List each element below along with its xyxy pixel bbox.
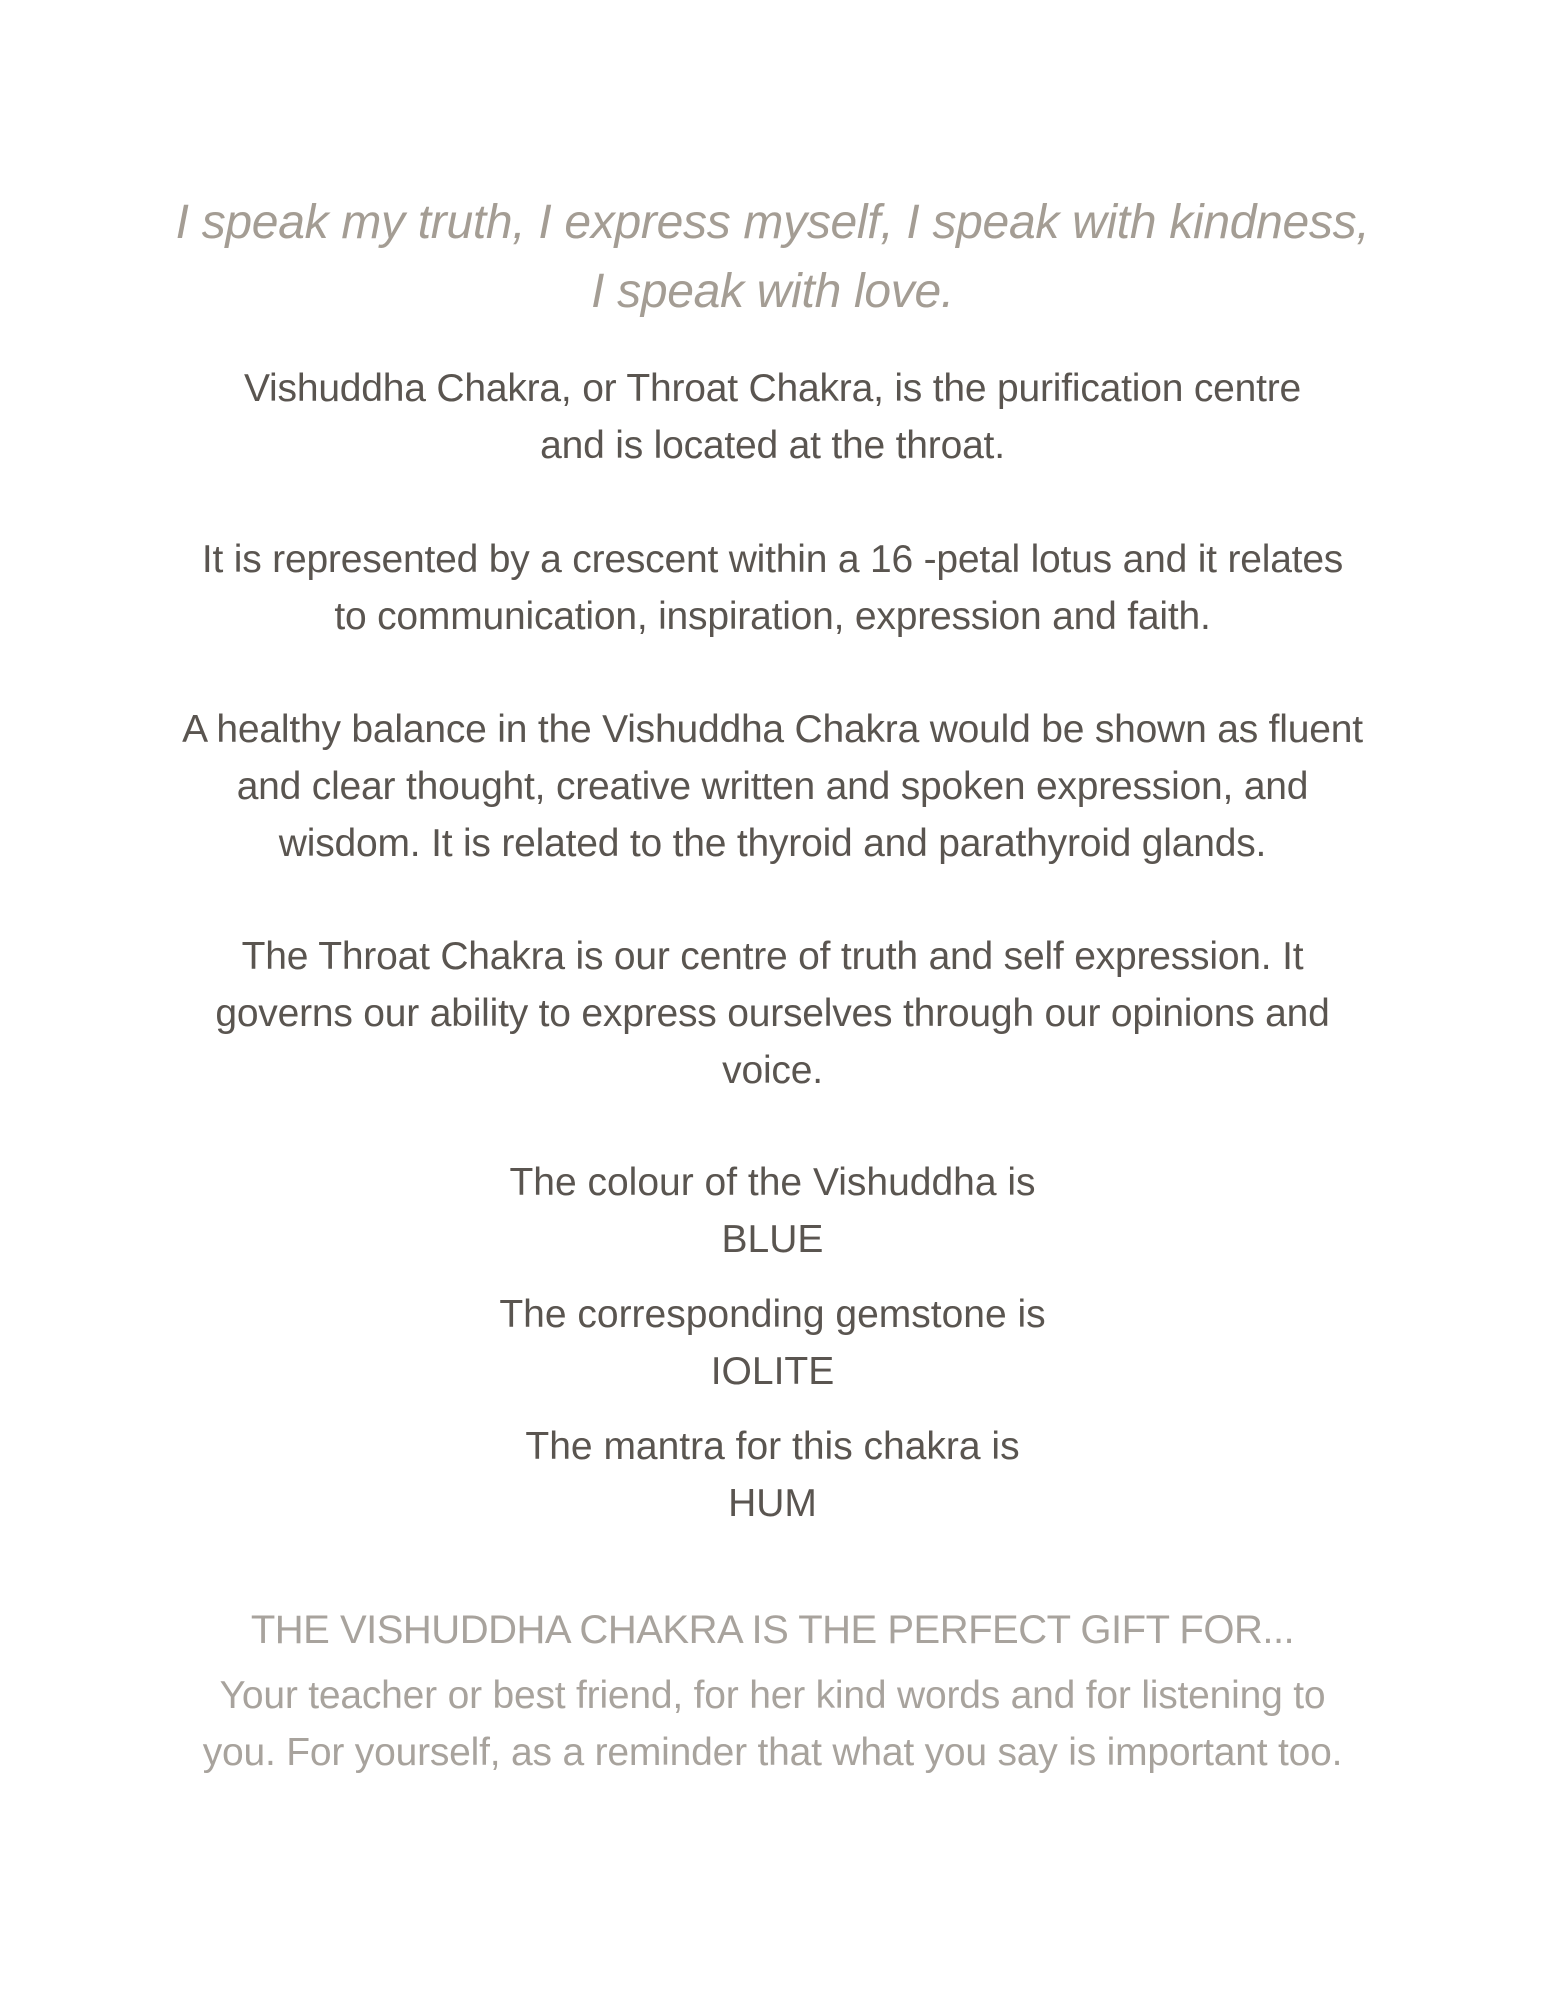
fact-colour-label: The colour of the Vishuddha is: [509, 1161, 1036, 1204]
gift-line-1: Your teacher or best friend, for her kind words and for listening to: [219, 1674, 1326, 1717]
paragraph-line: governs our ability to express ourselves through our opinions and: [215, 992, 1330, 1035]
gift-line-2: you. For yourself, as a reminder that what you say is important too.: [202, 1731, 1343, 1774]
gift-heading: [100, 1600, 1445, 1660]
fact-mantra-value: HUM: [728, 1482, 817, 1525]
paragraph-line: voice.: [722, 1049, 823, 1092]
paragraph-intro: [100, 360, 1445, 474]
fact-colour: [100, 1154, 1445, 1268]
fact-mantra: [100, 1418, 1445, 1532]
affirmation-line-2: I speak with love.: [591, 265, 954, 318]
fact-gemstone: [100, 1286, 1445, 1400]
paragraph-symbol: [100, 531, 1445, 645]
paragraph-line: The Throat Chakra is our centre of truth and self expression. It: [241, 935, 1304, 978]
affirmation-line-1: I speak my truth, I express myself, I speak with kindness,: [175, 196, 1370, 249]
fact-colour-value: BLUE: [721, 1218, 824, 1261]
gift-heading-text: THE VISHUDDHA CHAKRA IS THE PERFECT GIFT FOR...: [250, 1608, 1295, 1652]
gift-description: [100, 1667, 1445, 1781]
fact-gemstone-value: IOLITE: [710, 1350, 835, 1393]
paragraph-truth: [100, 928, 1445, 1099]
paragraph-line: to communication, inspiration, expression and faith.: [334, 595, 1211, 638]
paragraph-line: Vishuddha Chakra, or Throat Chakra, is the purification centre: [243, 367, 1302, 410]
paragraph-balance: [100, 701, 1445, 872]
paragraph-line: It is represented by a crescent within a 16 -petal lotus and it relates: [201, 538, 1344, 581]
paragraph-line: and is located at the throat.: [540, 424, 1005, 467]
paragraph-line: and clear thought, creative written and spoken expression, and: [236, 765, 1309, 808]
paragraph-line: wisdom. It is related to the thyroid and parathyroid glands.: [278, 822, 1267, 865]
fact-mantra-label: The mantra for this chakra is: [525, 1425, 1020, 1468]
fact-gemstone-label: The corresponding gemstone is: [499, 1293, 1046, 1336]
paragraph-line: A healthy balance in the Vishuddha Chakra would be shown as fluent: [182, 708, 1363, 751]
affirmation-quote: [100, 188, 1445, 326]
